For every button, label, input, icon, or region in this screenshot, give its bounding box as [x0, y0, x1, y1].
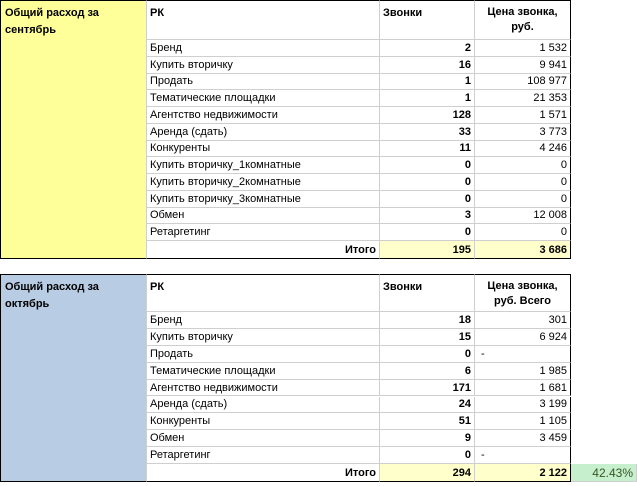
october-row-calls[interactable] — [380, 312, 475, 329]
october-row-name[interactable] — [147, 413, 380, 430]
september-row-price-value: 0 — [560, 226, 567, 239]
october-row-price-value: 1 985 — [539, 364, 567, 377]
october-row-calls[interactable] — [380, 430, 475, 447]
october-header-price-line1: Цена звонка, — [487, 280, 558, 292]
september-row-price-value: 0 — [560, 159, 567, 172]
september-row-name[interactable] — [147, 208, 380, 225]
september-row-name[interactable] — [147, 224, 380, 241]
october-row-name[interactable] — [147, 363, 380, 380]
october-header-rk-label: РК — [150, 281, 165, 293]
october-row-price-value: 3 459 — [539, 432, 567, 445]
october-row-name-value: Обмен — [150, 432, 185, 445]
october-row-calls-value: 24 — [458, 398, 471, 411]
september-row-calls-value: 2 — [464, 41, 471, 54]
october-row-calls[interactable] — [380, 397, 475, 414]
september-row-name-value: Бренд — [150, 41, 182, 54]
september-row-name[interactable] — [147, 74, 380, 91]
september-row-price-value: 12 008 — [533, 209, 567, 222]
september-row-calls[interactable] — [380, 107, 475, 124]
october-row-price[interactable] — [475, 447, 571, 464]
september-row-price-value: 21 353 — [533, 92, 567, 105]
september-row-calls-value: 1 — [464, 75, 471, 88]
october-total-label-text: Итого — [344, 466, 376, 479]
september-row-name[interactable] — [147, 191, 380, 208]
october-row-price[interactable] — [475, 312, 571, 329]
september-row-price[interactable] — [475, 224, 571, 241]
september-row-name[interactable] — [147, 124, 380, 141]
october-row-calls-value: 171 — [452, 381, 471, 394]
september-row-calls[interactable] — [380, 57, 475, 74]
october-total-calls-value: 294 — [452, 466, 471, 479]
september-row-calls[interactable] — [380, 208, 475, 225]
october-row-calls-value: 51 — [458, 415, 471, 428]
october-row-calls[interactable] — [380, 363, 475, 380]
october-row-name-value: Конкуренты — [150, 415, 211, 428]
september-row-price[interactable] — [475, 40, 571, 57]
september-row-calls[interactable] — [380, 40, 475, 57]
september-row-name-value: Ретаргетинг — [150, 226, 211, 239]
september-row-price[interactable] — [475, 57, 571, 74]
september-header-price-line1: Цена звонка, — [487, 6, 558, 18]
october-total-label[interactable] — [147, 464, 380, 482]
october-row-price-value: 6 924 — [539, 330, 567, 343]
october-row-calls[interactable] — [380, 346, 475, 363]
september-row-name[interactable] — [147, 107, 380, 124]
october-row-name-value: Агентство недвижимости — [150, 381, 278, 394]
september-title-line2: сентябрь — [5, 24, 56, 36]
september-row-name[interactable] — [147, 174, 380, 191]
september-header-calls-label: Звонки — [383, 7, 423, 19]
september-row-price-value: 3 773 — [539, 125, 567, 138]
october-row-name-value: Купить вторичку — [150, 330, 233, 343]
september-row-price[interactable] — [475, 157, 571, 174]
september-row-price-value: 0 — [560, 192, 567, 205]
september-row-calls[interactable] — [380, 74, 475, 91]
september-title-line1: Общий расход за — [5, 7, 99, 19]
october-row-calls-value: 15 — [458, 330, 471, 343]
september-row-name-value: Тематические площадки — [150, 92, 276, 105]
october-title-cell[interactable] — [0, 274, 147, 482]
september-row-price-value: 108 977 — [527, 75, 567, 88]
october-row-calls[interactable] — [380, 413, 475, 430]
september-row-name[interactable] — [147, 90, 380, 107]
october-row-price[interactable] — [475, 397, 571, 414]
september-row-calls[interactable] — [380, 90, 475, 107]
september-row-calls-value: 0 — [464, 192, 471, 205]
october-header-price-line2: руб. Всего — [494, 295, 551, 307]
september-row-name-value: Продать — [150, 75, 193, 88]
september-row-name-value: Купить вторичку_3комнатные — [150, 192, 301, 205]
october-row-price[interactable] — [475, 430, 571, 447]
october-row-calls-value: 6 — [464, 364, 471, 377]
september-header-price-line2: руб. — [511, 21, 534, 33]
september-row-calls-value: 0 — [464, 175, 471, 188]
september-row-calls[interactable] — [380, 191, 475, 208]
october-total-price[interactable] — [475, 464, 571, 482]
september-row-calls-value: 1 — [464, 92, 471, 105]
october-row-price[interactable] — [475, 346, 571, 363]
october-total-price-value: 2 122 — [539, 466, 567, 479]
september-row-name-value: Обмен — [150, 209, 185, 222]
october-row-price[interactable] — [475, 413, 571, 430]
october-row-price[interactable] — [475, 380, 571, 397]
october-row-name[interactable] — [147, 346, 380, 363]
october-row-name-value: Продать — [150, 347, 193, 360]
october-row-price-value: - — [481, 347, 485, 360]
september-header-rk-label: РК — [150, 7, 165, 19]
september-row-price-value: 0 — [560, 175, 567, 188]
september-total-price[interactable] — [475, 241, 571, 259]
september-row-calls[interactable] — [380, 157, 475, 174]
october-row-price[interactable] — [475, 363, 571, 380]
september-row-name[interactable] — [147, 40, 380, 57]
october-header-rk[interactable] — [147, 274, 380, 312]
october-row-calls[interactable] — [380, 329, 475, 346]
september-row-name-value: Купить вторичку_2комнатные — [150, 175, 301, 188]
october-row-calls-value: 9 — [464, 432, 471, 445]
october-change-percent-value: 42.43% — [592, 465, 633, 480]
september-total-label[interactable] — [147, 241, 380, 259]
september-row-calls-value: 3 — [464, 209, 471, 222]
october-row-price[interactable] — [475, 329, 571, 346]
october-row-name[interactable] — [147, 312, 380, 329]
october-row-name[interactable] — [147, 380, 380, 397]
september-row-price-value: 9 941 — [539, 58, 567, 71]
october-header-calls[interactable] — [380, 274, 475, 312]
october-row-price-value: - — [481, 449, 485, 462]
october-change-percent[interactable] — [571, 464, 637, 482]
september-header-rk[interactable] — [147, 0, 380, 40]
september-row-price[interactable] — [475, 141, 571, 158]
september-row-price-value: 4 246 — [539, 142, 567, 155]
october-header-price[interactable] — [475, 274, 571, 312]
september-row-calls[interactable] — [380, 124, 475, 141]
september-row-price[interactable] — [475, 107, 571, 124]
september-header-calls[interactable] — [380, 0, 475, 40]
october-row-name[interactable] — [147, 447, 380, 464]
october-row-price-value: 3 199 — [539, 398, 567, 411]
october-title-line2: октябрь — [5, 298, 50, 310]
september-row-calls[interactable] — [380, 224, 475, 241]
september-row-price[interactable] — [475, 208, 571, 225]
september-row-calls[interactable] — [380, 174, 475, 191]
october-row-calls-value: 0 — [464, 347, 471, 360]
september-total-calls-value: 195 — [452, 243, 471, 256]
september-row-price[interactable] — [475, 174, 571, 191]
september-row-name-value: Конкуренты — [150, 142, 211, 155]
september-row-price[interactable] — [475, 124, 571, 141]
october-row-name-value: Бренд — [150, 313, 182, 326]
october-row-name[interactable] — [147, 329, 380, 346]
september-row-calls-value: 0 — [464, 159, 471, 172]
october-row-calls-value: 18 — [458, 313, 471, 326]
september-row-name[interactable] — [147, 141, 380, 158]
september-row-price[interactable] — [475, 74, 571, 91]
october-row-calls[interactable] — [380, 380, 475, 397]
october-row-price-value: 1 105 — [539, 415, 567, 428]
september-title-cell[interactable] — [0, 0, 147, 259]
october-row-calls-value: 0 — [464, 449, 471, 462]
september-row-calls-value: 128 — [452, 108, 471, 121]
september-row-price[interactable] — [475, 191, 571, 208]
october-row-name-value: Аренда (сдать) — [150, 398, 228, 411]
september-row-name-value: Купить вторичку — [150, 58, 233, 71]
september-row-price-value: 1 532 — [539, 41, 567, 54]
september-row-name-value: Купить вторичку_1комнатные — [150, 159, 301, 172]
october-title-line1: Общий расход за — [5, 281, 99, 293]
september-row-calls-value: 0 — [464, 226, 471, 239]
october-total-calls[interactable] — [380, 464, 475, 482]
september-row-price-value: 1 571 — [539, 108, 567, 121]
october-row-name[interactable] — [147, 397, 380, 414]
september-row-name-value: Агентство недвижимости — [150, 108, 278, 121]
september-row-calls-value: 33 — [458, 125, 471, 138]
september-row-price[interactable] — [475, 90, 571, 107]
september-header-price[interactable] — [475, 0, 571, 40]
september-row-name[interactable] — [147, 57, 380, 74]
september-row-calls-value: 11 — [459, 142, 471, 155]
september-row-calls[interactable] — [380, 141, 475, 158]
october-row-name-value: Ретаргетинг — [150, 449, 211, 462]
september-total-calls[interactable] — [380, 241, 475, 259]
september-total-label-text: Итого — [344, 243, 376, 256]
september-row-name-value: Аренда (сдать) — [150, 125, 228, 138]
september-row-name[interactable] — [147, 157, 380, 174]
october-header-calls-label: Звонки — [383, 281, 423, 293]
october-row-price-value: 1 681 — [539, 381, 567, 394]
october-row-price-value: 301 — [548, 313, 567, 326]
october-row-name[interactable] — [147, 430, 380, 447]
september-total-price-value: 3 686 — [539, 243, 567, 256]
october-row-calls[interactable] — [380, 447, 475, 464]
october-row-name-value: Тематические площадки — [150, 364, 276, 377]
september-row-calls-value: 16 — [458, 58, 471, 71]
